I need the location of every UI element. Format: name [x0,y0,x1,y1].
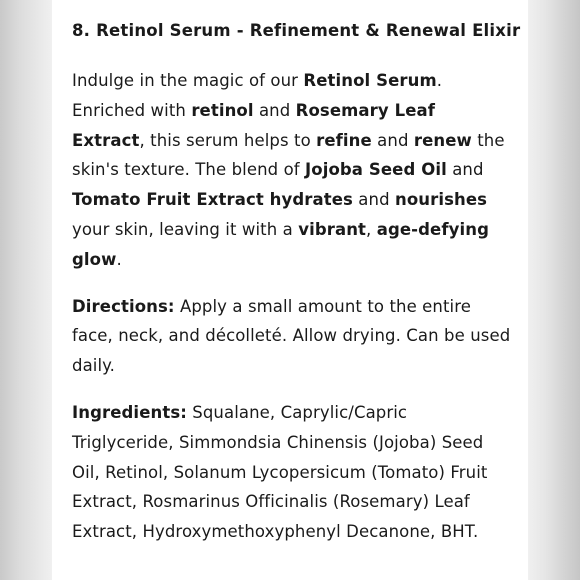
desc-segment-bold: retinol [191,100,254,120]
desc-segment-bold: refine [316,130,372,150]
directions-label: Directions: [72,296,175,316]
desc-segment: Indulge in the magic of our [72,71,304,90]
desc-segment-bold: nourishes [395,190,488,210]
ingredients-text: Squalane, Caprylic/Capric Triglyceride, Simmondsia Chinensis (Jojoba) Seed Oil, Retinol, Solanum Lycopersicum (Tomato) Fruit Extract, Rosmarinus Officinalis (Rosemary) Leaf Extract, Hydroxymethoxyphenyl Decanone, BHT. [72,402,488,542]
desc-segment: , this serum helps to [139,130,317,150]
desc-segment: and [446,160,484,180]
desc-segment-bold: Tomato Fruit Extract hydrates [72,190,353,210]
desc-segment-bold: Rosemary Leaf Extract [72,100,436,150]
description-paragraph [72,66,512,275]
directions-text: Apply a small amount to the entire face, neck, and décolleté. Allow drying. Can be used daily. [72,296,511,376]
desc-segment-bold: renew [413,130,472,150]
desc-segment-bold: age-defying glow [72,219,489,269]
ingredients-paragraph [72,398,512,547]
desc-segment: and [352,190,395,210]
desc-segment-bold: vibrant [298,219,367,239]
document-content [72,18,521,564]
desc-segment: . Enriched with [72,71,443,120]
desc-segment: and [253,100,296,120]
directions-paragraph [72,292,512,381]
document-page [52,0,528,580]
desc-segment: and [371,130,414,150]
product-title: 8. Retinol Serum - Refinement & Renewal Elixir [72,21,521,40]
desc-segment: . [116,249,122,269]
desc-segment-bold: Retinol Serum [303,71,437,90]
desc-segment-bold: Jojoba Seed Oil [305,160,447,180]
desc-segment: the skin's texture. The blend of [72,130,505,180]
ingredients-label: Ingredients: [72,402,187,422]
desc-segment: your skin, leaving it with a [72,219,299,239]
desc-segment: , [366,219,377,239]
